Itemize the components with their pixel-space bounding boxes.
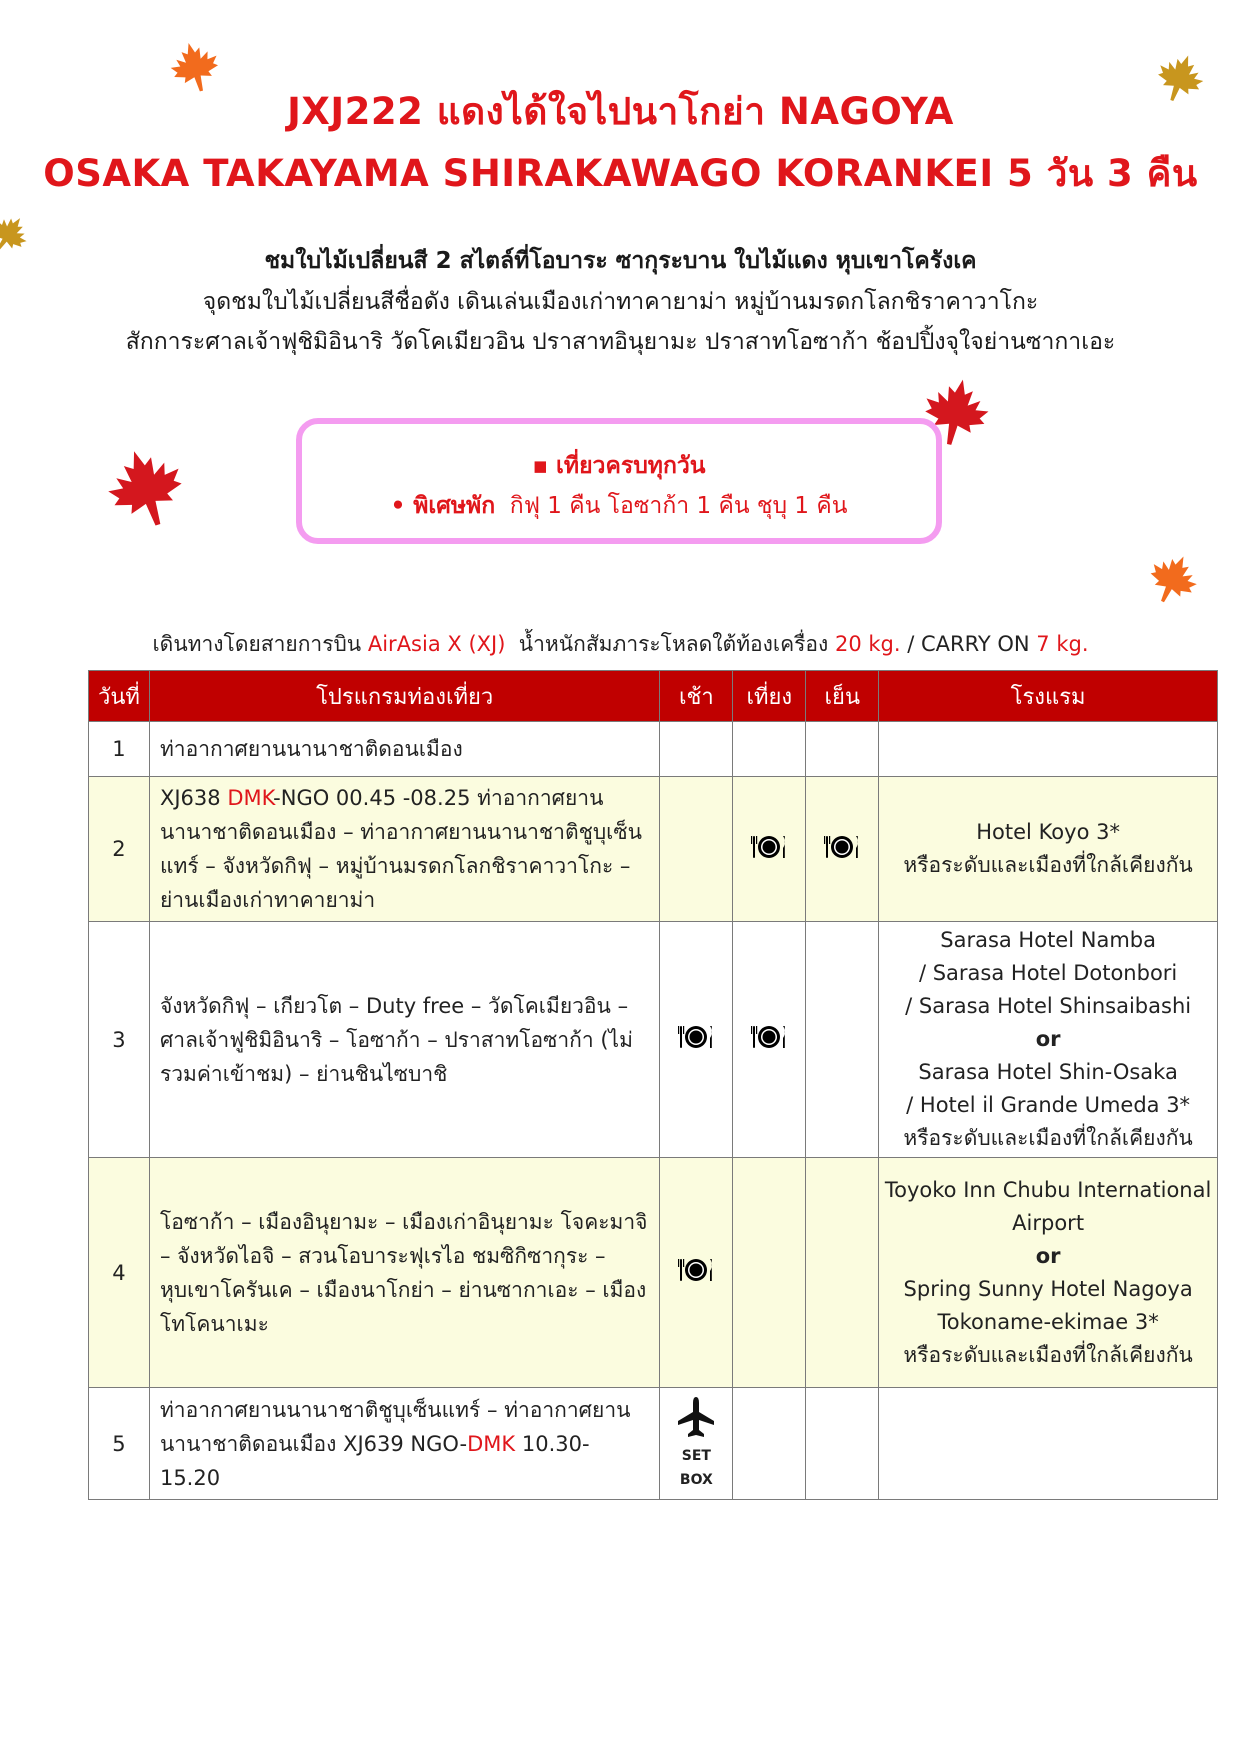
airline-info: เดินทางโดยสายการบิน AirAsia X (XJ) น้ำหนักสัมภาระโหลดใต้ท้องเครื่อง 20 kg. / CARRY ON 7 kg. [152, 632, 1089, 656]
header-dinner: เย็น [806, 671, 879, 722]
program-cell: โอซาก้า – เมืองอินุยามะ – เมืองเก่าอินุยามะ โจคะมาจิ – จังหวัดไอจิ – สวนโอบาระฟุเรไอ ชมซิกิซากุระ – หุบเขาโครันเค – เมืองนาโกย่า – ย่านซากาเอะ – เมืองโทโคนาเมะ [149, 1158, 659, 1388]
airline-name: AirAsia X (XJ) [367, 632, 506, 656]
program-cell: ท่าอากาศยานนานาชาติดอนเมือง [149, 722, 659, 777]
carry-on-weight: 7 kg. [1036, 632, 1089, 656]
meal-icon [751, 1024, 787, 1050]
table-row [89, 777, 1218, 922]
header-program: โปรแกรมท่องเที่ยว [149, 671, 659, 722]
hotel-cell: Hotel Koyo 3* หรือระดับและเมืองที่ใกล้เคียงกัน [879, 777, 1218, 922]
meal-icon [678, 1024, 714, 1050]
meal-icon [678, 1257, 714, 1283]
tagline: ชมใบไม้เปลี่ยนสี 2 สไตล์ที่โอบาระ ซากุระบาน ใบไม้แดง หุบเขาโครังเค [264, 248, 977, 274]
hotel-cell: Sarasa Hotel Namba / Sarasa Hotel Dotonbori / Sarasa Hotel Shinsaibashi or Sarasa Hotel Shin-Osaka / Hotel il Grande Umeda 3* หรือระดับและเมืองที่ใกล้เคียงกัน [879, 922, 1218, 1158]
header-day: วันที่ [89, 671, 150, 722]
meal-icon [751, 834, 787, 860]
setbox-label: BOX [679, 1472, 713, 1488]
itinerary-table [88, 670, 1218, 1500]
highlight-box [296, 418, 942, 544]
highlight-item-daily: ▪ เที่ยวครบทุกวัน [532, 453, 706, 479]
hotel-cell: Toyoko Inn Chubu International Airport or Spring Sunny Hotel Nagoya Tokoname-ekimae 3* หรือระดับและเมืองที่ใกล้เคียงกัน [879, 1158, 1218, 1388]
header-breakfast: เช้า [660, 671, 733, 722]
setbox-label: SET [681, 1448, 711, 1464]
airplane-icon [676, 1395, 716, 1439]
table-header-row [89, 671, 1218, 722]
table-row [89, 922, 1218, 1158]
meal-icon [824, 834, 860, 860]
maple-leaf-icon [104, 446, 188, 530]
header-hotel: โรงแรม [879, 671, 1218, 722]
day-number: 5 [89, 1388, 150, 1500]
baggage-weight: 20 kg. [834, 632, 901, 656]
maple-leaf-icon [1146, 552, 1200, 606]
table-row [89, 1388, 1218, 1500]
day-number: 1 [89, 722, 150, 777]
highlight-item-hotels: • พิเศษพัก กิฟุ 1 คืน โอซาก้า 1 คืน ชุบุ 1 คืน [390, 493, 848, 519]
day-number: 4 [89, 1158, 150, 1388]
day-number: 3 [89, 922, 150, 1158]
program-cell: XJ638 DMK-NGO 00.45 -08.25 ท่าอากาศยานนานาชาติดอนเมือง – ท่าอากาศยานนานาชาติชูบุเซ็นแทร์ – จังหวัดกิฟุ – หมู่บ้านมรดกโลกชิราคาวาโกะ – ย่านเมืองเก่าทาคายาม่า [149, 777, 659, 922]
day-number: 2 [89, 777, 150, 922]
tagline-line3: สักการะศาลเจ้าฟุชิมิอินาริ วัดโคเมียวอิน ปราสาทอินุยามะ ปราสาทโอซาก้า ช้อปปิ้งจุใจย่านซากาเอะ [125, 329, 1116, 355]
page-subtitle-route: OSAKA TAKAYAMA SHIRAKAWAGO KORANKEI 5 วัน 3 คืน [43, 152, 1198, 195]
program-cell: ท่าอากาศยานนานาชาติชูบุเซ็นแทร์ – ท่าอากาศยานนานาชาติดอนเมือง XJ639 NGO-DMK 10.30-15.20 [149, 1388, 659, 1500]
tagline-line2: จุดชมใบไม้เปลี่ยนสีชื่อดัง เดินเล่นเมืองเก่าทาคายาม่า หมู่บ้านมรดกโลกชิราคาวาโกะ [202, 289, 1039, 315]
header-lunch: เที่ยง [733, 671, 806, 722]
program-cell: จังหวัดกิฟุ – เกียวโต – Duty free – วัดโคเมียวอิน – ศาลเจ้าฟูชิมิอินาริ – โอซาก้า – ปราสาทโอซาก้า (ไม่รวมค่าเข้าชม) – ย่านชินไซบาชิ [149, 922, 659, 1158]
table-row [89, 1158, 1218, 1388]
page-title: JXJ222 แดงได้ใจไปนาโกย่า NAGOYA [287, 90, 954, 133]
table-row [89, 722, 1218, 777]
